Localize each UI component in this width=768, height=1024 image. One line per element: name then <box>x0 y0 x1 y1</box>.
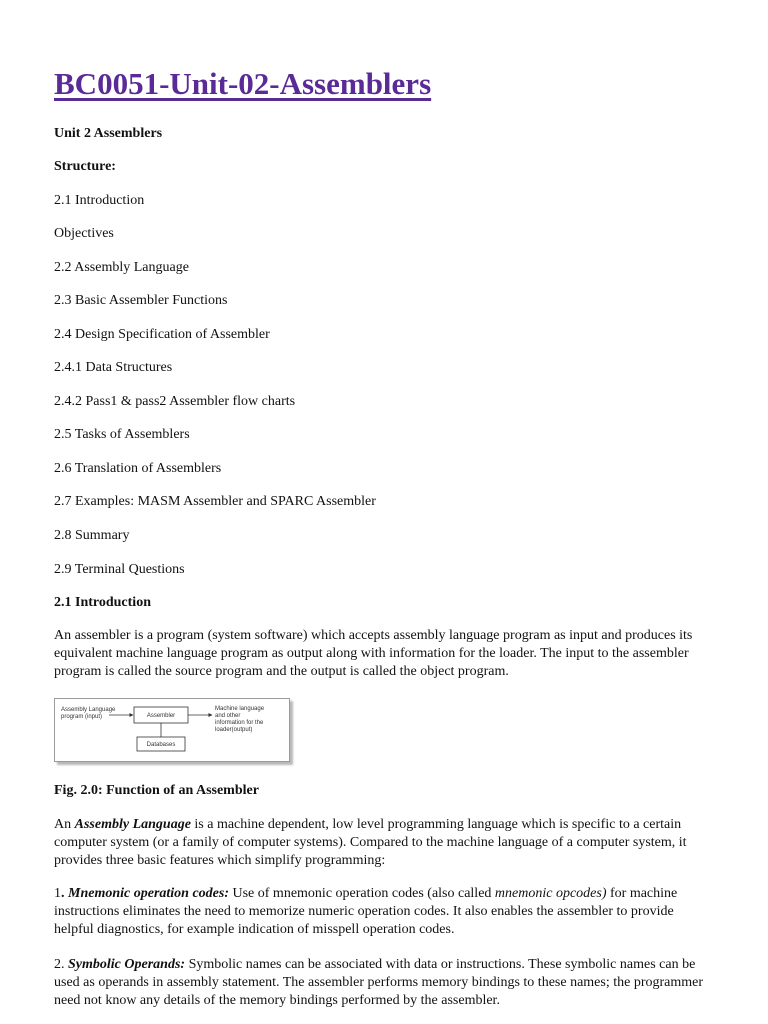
assembly-language-paragraph <box>54 816 714 870</box>
feature-number: 1 <box>54 886 61 901</box>
toc-item-translation: 2.6 Translation of Assemblers <box>54 461 222 476</box>
output-label-line-4: loader(output) <box>215 727 253 733</box>
toc-item-flow-charts: 2.4.2 Pass1 & pass2 Assembler flow charts <box>54 394 296 409</box>
toc-item-tasks: 2.5 Tasks of Assemblers <box>54 427 190 442</box>
feature-mnemonic-opcodes <box>54 885 714 939</box>
assembly-language-term: Assembly Language <box>74 817 191 832</box>
feature-number: 2. <box>54 957 68 972</box>
paragraph-prefix: An <box>54 817 75 832</box>
feature-text: Symbolic names can be associated with data or instructions. These symbolic names can be used as operands in assembly statement. The assembler performs memory bindings to these names; the programmer need not know any details of the memory bindings performed by the assembler. <box>54 957 704 1008</box>
toc-item-intro: 2.1 Introduction <box>54 193 145 208</box>
feature-text-continued: for machine instructions eliminates the need to memorize numeric operation codes. It also enables the assembler to provide helpful diagnostics, for example indication of misspell operation codes. <box>54 886 678 937</box>
input-label-line-2: program (input) <box>61 714 103 720</box>
structure-heading: Structure: <box>54 159 116 174</box>
assembler-diagram <box>55 699 289 761</box>
intro-paragraph: An assembler is a program (system software) which accepts assembly language program as input and produces its equivalent machine language program as output along with information for the loader. The input to the assembler program is called the source program and the output is called the object program. <box>54 628 693 679</box>
section-heading-introduction: 2.1 Introduction <box>54 595 151 610</box>
figure-caption: Fig. 2.0: Function of an Assembler <box>54 783 259 798</box>
toc-item-design-spec: 2.4 Design Specification of Assembler <box>54 327 270 342</box>
output-label-line-3: information for the <box>215 720 264 726</box>
toc-item-examples: 2.7 Examples: MASM Assembler and SPARC Assembler <box>54 494 376 509</box>
toc-item-basic-functions: 2.3 Basic Assembler Functions <box>54 293 228 308</box>
database-box-label: Databases <box>146 742 176 748</box>
output-label-line-1: Machine language <box>215 706 265 712</box>
unit-heading: Unit 2 Assemblers <box>54 126 163 141</box>
assembler-box-label: Assembler <box>146 713 176 719</box>
input-label-line-1: Assembly Language <box>61 707 116 713</box>
assembler-function-figure <box>54 698 290 762</box>
toc-item-objectives: Objectives <box>54 226 114 241</box>
feature-symbolic-operands <box>54 956 714 1010</box>
feature-term: Mnemonic operation codes: <box>64 886 229 901</box>
feature-number-dot: . <box>61 886 65 901</box>
feature-text: Use of mnemonic operation codes (also called <box>229 886 495 901</box>
paragraph-rest: is a machine dependent, low level programming language which is specific to a certain computer system (or a family of computer systems). Compared to the machine language of a computer system, it provides three basic features which simplify programming: <box>54 817 687 868</box>
feature-term: Symbolic Operands: <box>68 957 186 972</box>
output-label-line-2: and other <box>215 713 241 719</box>
page-title[interactable]: BC0051-Unit-02-Assemblers <box>54 66 432 101</box>
toc-item-terminal-questions: 2.9 Terminal Questions <box>54 562 185 577</box>
feature-italic-term: mnemonic opcodes) <box>494 886 607 901</box>
toc-item-assembly-language: 2.2 Assembly Language <box>54 260 189 275</box>
toc-item-data-structures: 2.4.1 Data Structures <box>54 360 173 375</box>
toc-item-summary: 2.8 Summary <box>54 528 130 543</box>
